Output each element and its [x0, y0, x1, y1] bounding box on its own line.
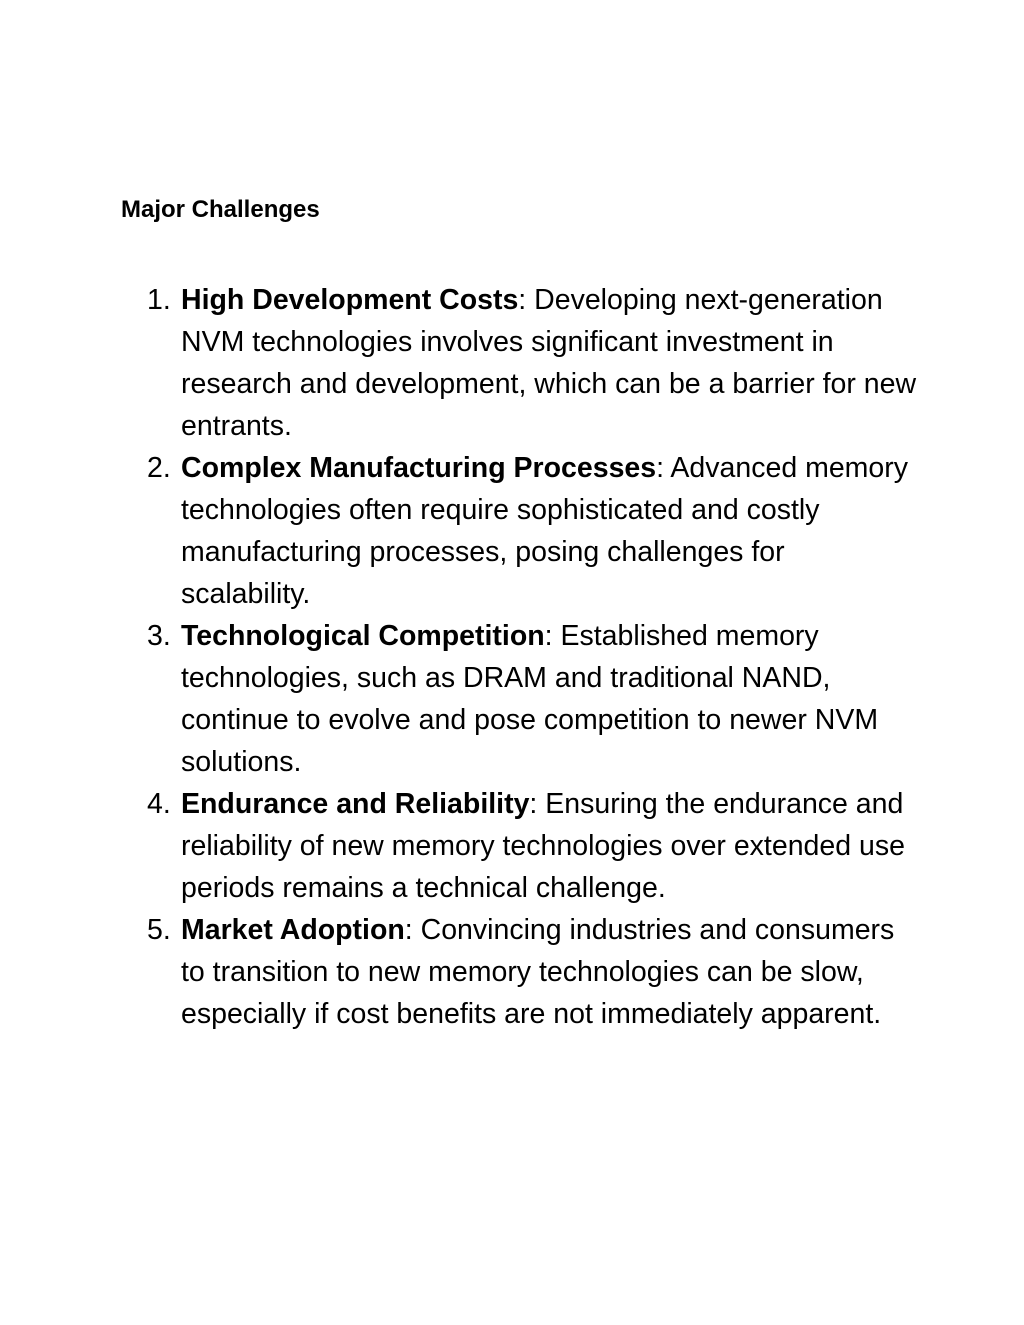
list-item [147, 615, 917, 783]
item-separator: : [404, 914, 413, 946]
item-title: Market Adoption [181, 914, 405, 946]
item-number: 2. [147, 452, 171, 484]
item-text: Advanced memory technologies often require sophisticated and costly manufacturing processes, posing challenges for scalability. [181, 452, 909, 610]
item-separator: : [529, 788, 538, 820]
item-text: Developing next-generation NVM technologies involves significant investment in research and development, which can be a barrier for new entrants. [181, 284, 917, 442]
item-title: Endurance and Reliability [181, 788, 530, 820]
item-number: 1. [147, 284, 171, 316]
list-item [147, 279, 917, 447]
item-separator: : [518, 284, 527, 316]
challenges-list [147, 279, 917, 1035]
item-title: High Development Costs [181, 284, 519, 316]
item-text: Convincing industries and consumers to transition to new memory technologies can be slow, especially if cost benefits are not immediately apparent. [181, 914, 895, 1030]
item-text: Ensuring the endurance and reliability of new memory technologies over extended use periods remains a technical challenge. [181, 788, 905, 904]
item-number: 3. [147, 620, 171, 652]
item-number: 5. [147, 914, 171, 946]
item-text: Established memory technologies, such as DRAM and traditional NAND, continue to evolve and pose competition to newer NVM solutions. [181, 620, 879, 778]
list-item [147, 909, 917, 1035]
list-item [147, 447, 917, 615]
section-heading: Major Challenges [121, 196, 320, 223]
item-title: Technological Competition [181, 620, 545, 652]
list-item [147, 783, 917, 909]
item-number: 4. [147, 788, 171, 820]
item-separator: : [544, 620, 553, 652]
item-title: Complex Manufacturing Processes [181, 452, 657, 484]
item-separator: : [656, 452, 665, 484]
